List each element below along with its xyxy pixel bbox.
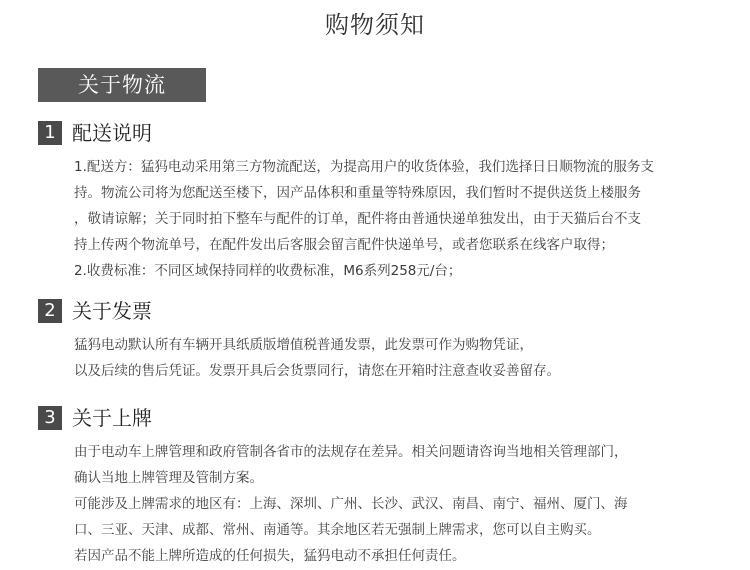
section-header	[38, 120, 718, 146]
section-delivery	[38, 120, 718, 284]
paragraph-line: 猛犸电动默认所有车辆开具纸质版增值税普通发票，此发票可作为购物凭证，	[74, 337, 533, 353]
paragraph-line: 可能涉及上牌需求的地区有：上海、深圳、广州、长沙、武汉、南昌、南宁、福州、厦门、海	[74, 496, 628, 512]
paragraph-line: 确认当地上牌管理及管制方案。	[74, 470, 263, 486]
section-header	[38, 405, 718, 431]
paragraph-line: 持上传两个物流单号，在配件发出后客服会留言配件快递单号，或者您联系在线客户取得；	[74, 237, 614, 253]
paragraph-line: 以及后续的售后凭证。发票开具后会货票同行，请您在开箱时注意查收妥善留存。	[74, 363, 560, 379]
paragraph-line: 由于电动车上牌管理和政府管制各省市的法规存在差异。相关问题请咨询当地相关管理部门，	[74, 444, 628, 460]
paragraph-line: 口、三亚、天津、成都、常州、南通等。其余地区若无强制上牌需求，您可以自主购买。	[74, 522, 601, 538]
section-invoice	[38, 298, 718, 384]
section-number-badge: 2	[38, 299, 62, 323]
paragraph-line: 持。物流公司将为您配送至楼下，因产品体积和重量等特殊原因，我们暂时不提供送货上楼服务	[74, 185, 641, 201]
paragraph-line: 1.配送方：猛犸电动采用第三方物流配送，为提高用户的收货体验，我们选择日日顺物流的服务支	[74, 159, 654, 175]
section-number-badge: 1	[38, 121, 62, 145]
paragraph-line: ，敬请谅解；关于同时拍下整车与配件的订单，配件将由普通快递单独发出，由于天猫后台不支	[74, 211, 641, 227]
paragraph-line: 若因产品不能上牌所造成的任何损失，猛犸电动不承担任何责任。	[74, 548, 466, 564]
section-body	[38, 332, 718, 384]
section-title: 关于上牌	[72, 406, 152, 430]
section-banner: 关于物流	[38, 68, 206, 102]
section-body	[38, 154, 718, 284]
section-header	[38, 298, 718, 324]
section-body	[38, 439, 718, 569]
paragraph-line: 2.收费标准：不同区域保持同样的收费标准，M6系列258元/台；	[74, 263, 462, 279]
section-number-badge: 3	[38, 406, 62, 430]
section-registration	[38, 405, 718, 569]
page-title: 购物须知	[325, 11, 425, 39]
section-title: 配送说明	[72, 121, 152, 145]
section-title: 关于发票	[72, 299, 152, 323]
